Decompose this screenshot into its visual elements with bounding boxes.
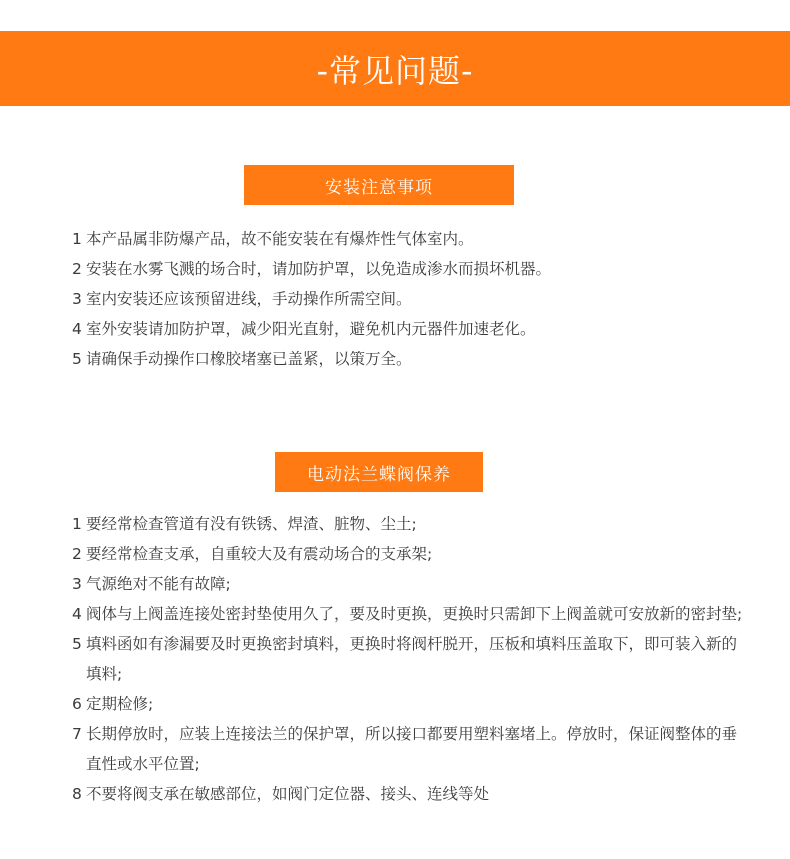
item-text: 室内安装还应该预留进线，手动操作所需空间。	[86, 290, 412, 308]
list-item	[72, 224, 752, 254]
item-number: 7	[72, 725, 82, 743]
item-number: 3	[72, 290, 82, 308]
item-number: 2	[72, 545, 82, 563]
item-number: 1	[72, 515, 82, 533]
item-number: 3	[72, 575, 82, 593]
item-number: 4	[72, 605, 82, 623]
section-title-installation: 安装注意事项	[244, 165, 514, 205]
list-item	[72, 539, 752, 569]
list-item	[72, 314, 752, 344]
item-text: 本产品属非防爆产品，故不能安装在有爆炸性气体室内。	[86, 230, 474, 248]
item-number: 8	[72, 785, 82, 803]
item-number: 6	[72, 695, 82, 713]
item-text: 请确保手动操作口橡胶堵塞已盖紧，以策万全。	[86, 350, 412, 368]
page-title: -常见问题-	[316, 51, 474, 90]
item-number: 4	[72, 320, 82, 338]
item-text: 气源绝对不能有故障;	[86, 575, 231, 593]
list-item	[72, 629, 752, 689]
list-item	[72, 689, 752, 719]
item-text: 填料函如有渗漏要及时更换密封填料，更换时将阀杆脱开，压板和填料压盖取下，即可装入新的填料;	[86, 635, 738, 683]
list-item	[72, 719, 752, 779]
list-item	[72, 779, 752, 809]
item-text: 室外安装请加防护罩，减少阳光直射，避免机内元器件加速老化。	[86, 320, 536, 338]
item-number: 1	[72, 230, 82, 248]
item-number: 2	[72, 260, 82, 278]
installation-notes-list	[72, 224, 752, 374]
list-item	[72, 284, 752, 314]
item-number: 5	[72, 635, 82, 653]
maintenance-list	[72, 509, 752, 809]
item-text: 要经常检查管道有没有铁锈、焊渣、脏物、尘土;	[86, 515, 417, 533]
list-item	[72, 509, 752, 539]
item-text: 长期停放时，应装上连接法兰的保护罩，所以接口都要用塑料塞堵上。停放时，保证阀整体的垂直性或水平位置;	[86, 725, 738, 773]
top-cropped-text	[536, 0, 606, 2]
item-number: 5	[72, 350, 82, 368]
faq-banner	[0, 31, 790, 106]
list-item	[72, 344, 752, 374]
item-text: 不要将阀支承在敏感部位，如阀门定位器、接头、连线等处	[86, 785, 490, 803]
item-text: 阀体与上阀盖连接处密封垫使用久了，要及时更换，更换时只需卸下上阀盖就可安放新的密封垫;	[86, 605, 743, 623]
item-text: 定期检修;	[86, 695, 154, 713]
section-title-maintenance: 电动法兰蝶阀保养	[275, 452, 483, 492]
item-text: 要经常检查支承，自重较大及有震动场合的支承架;	[86, 545, 433, 563]
list-item	[72, 569, 752, 599]
list-item	[72, 254, 752, 284]
item-text: 安装在水雾飞溅的场合时，请加防护罩，以免造成渗水而损坏机器。	[86, 260, 552, 278]
list-item	[72, 599, 752, 629]
